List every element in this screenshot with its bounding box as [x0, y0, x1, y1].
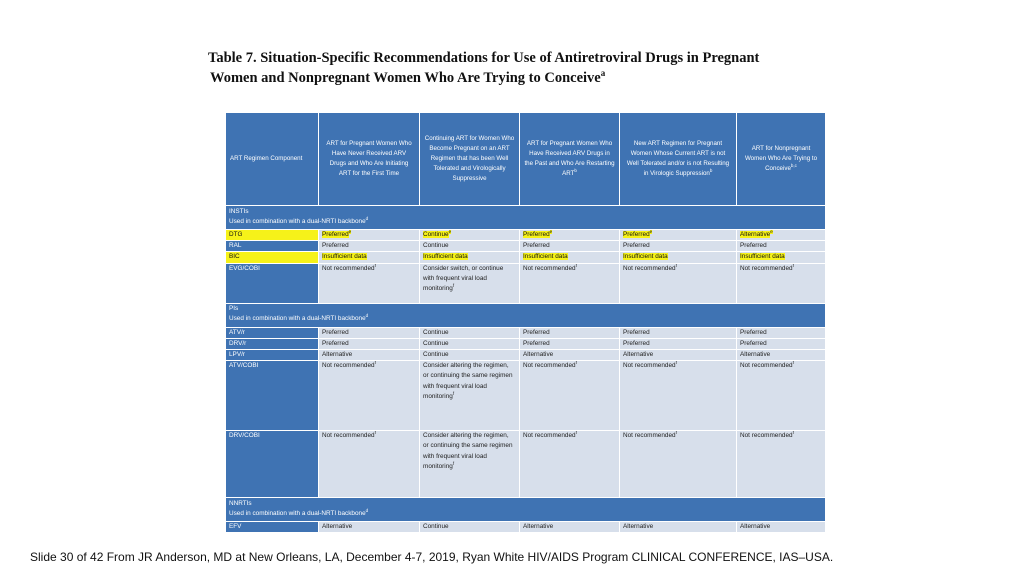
- recommendation-cell: [420, 350, 520, 361]
- recommendation-cell: [737, 252, 826, 263]
- regimen-cell: DTG: [226, 230, 319, 241]
- recommendation-cell: [620, 241, 737, 252]
- recommendation-text: Not recommended: [623, 432, 676, 440]
- table-row: [226, 350, 826, 361]
- table-row: [226, 327, 826, 338]
- recommendation-cell: Preferred$^e$: [520, 230, 620, 241]
- recommendation-cell: [420, 241, 520, 252]
- group-subtitle: Used in combination with a dual-NRTI backbone: [229, 510, 366, 518]
- recommendation-cell: Not recommended$^f$: [737, 431, 826, 498]
- recommendation-text: Insufficient data: [423, 253, 468, 261]
- recommendation-text: Insufficient data: [322, 253, 367, 261]
- recommendation-text: Alternative: [523, 351, 554, 359]
- header-continuing-art: Continuing ART for Women Who Become Pregnant on an ART Regimen that has been Well Tolerated and Virologically Suppressive: [420, 113, 520, 206]
- recommendation-cell: Not recommended$^f$: [319, 361, 420, 431]
- recommendation-cell: Continue$^e$: [420, 230, 520, 241]
- recommendation-cell: Not recommended$^f$: [737, 263, 826, 303]
- recommendation-cell: Consider altering the regimen, or continuing the same regimen with frequent viral load monitoring$^f$: [420, 361, 520, 431]
- recommendation-cell: [319, 241, 420, 252]
- recommendation-cell: Preferred$^e$: [319, 230, 420, 241]
- regimen-cell: EFV: [226, 522, 319, 533]
- recommendation-text: Continue: [423, 523, 449, 531]
- table-row: [226, 361, 826, 431]
- recommendation-text: Preferred: [523, 242, 550, 250]
- header-naive-pregnant: ART for Pregnant Women Who Have Never Received ARV Drugs and Who Are Initiating ART for the First Time: [319, 113, 420, 206]
- recommendation-text: Alternative: [322, 351, 353, 359]
- header-trying-to-conceive: ART for Nonpregnant Women Who Are Trying to Conceive$^{b,c}$: [737, 113, 826, 206]
- table-row: [226, 338, 826, 349]
- regimen-cell: LPV/r: [226, 350, 319, 361]
- recommendation-text: Consider altering the regimen, or continuing the same regimen with frequent viral load monitoring: [423, 362, 513, 400]
- group-subtitle: Used in combination with a dual-NRTI backbone: [229, 217, 366, 225]
- recommendation-text: Preferred: [322, 339, 349, 347]
- recommendation-cell: Preferred$^e$: [620, 230, 737, 241]
- group-header-row: PIs Used in combination with a dual-NRTI backbone$^d$: [226, 303, 826, 327]
- recommendation-text: Preferred: [523, 231, 550, 238]
- recommendation-text: Not recommended: [322, 362, 375, 370]
- recommendation-text: Preferred: [322, 242, 349, 250]
- recommendation-cell: [420, 522, 520, 533]
- recommendation-cell: Not recommended$^f$: [620, 431, 737, 498]
- regimen-cell: DRV/r: [226, 338, 319, 349]
- recommendation-cell: Not recommended$^f$: [737, 361, 826, 431]
- table-row: [226, 230, 826, 241]
- recommendation-text: Not recommended: [740, 432, 793, 440]
- recommendation-text: Preferred: [623, 328, 650, 336]
- recommendation-text: Continue: [423, 351, 449, 359]
- recommendation-text: Alternative: [523, 523, 554, 531]
- recommendation-text: Alternative: [623, 523, 654, 531]
- recommendation-text: Not recommended: [322, 264, 375, 272]
- recommendation-cell: Not recommended$^f$: [319, 263, 420, 303]
- recommendation-text: Not recommended: [523, 264, 576, 272]
- recommendation-cell: [319, 327, 420, 338]
- recommendation-text: Not recommended: [523, 362, 576, 370]
- header-regimen-component: ART Regimen Component: [226, 113, 319, 206]
- recommendation-cell: Not recommended$^f$: [319, 431, 420, 498]
- group-title: INSTIs: [229, 207, 249, 215]
- title-superscript: a: [600, 68, 606, 79]
- recommendation-text: Preferred: [322, 231, 349, 238]
- table-row: [226, 252, 826, 263]
- regimen-cell: ATV/COBI: [226, 361, 319, 431]
- recommendation-cell: [620, 522, 737, 533]
- recommendation-text: Not recommended: [623, 264, 676, 272]
- recommendation-cell: [520, 522, 620, 533]
- regimen-cell: DRV/COBI: [226, 431, 319, 498]
- regimen-cell: RAL: [226, 241, 319, 252]
- recommendation-cell: [737, 338, 826, 349]
- recommendation-cell: [520, 350, 620, 361]
- recommendation-cell: Not recommended$^f$: [520, 431, 620, 498]
- recommendation-text: Preferred: [623, 231, 650, 238]
- recommendation-text: Preferred: [740, 339, 767, 347]
- recommendation-cell: [420, 252, 520, 263]
- recommendation-text: Alternative: [740, 523, 771, 531]
- recommendation-cell: [319, 522, 420, 533]
- header-new-regimen: New ART Regimen for Pregnant Women Whose Current ART is not Well Tolerated and/or is not Resulting in Virologic Suppression$^b$: [620, 113, 737, 206]
- recommendation-text: Alternative: [322, 523, 353, 531]
- slide-title: [208, 48, 828, 88]
- recommendation-cell: [620, 350, 737, 361]
- recommendation-cell: Not recommended$^f$: [620, 263, 737, 303]
- recommendation-text: Preferred: [623, 339, 650, 347]
- recommendation-cell: Consider switch, or continue with frequent viral load monitoring$^f$: [420, 263, 520, 303]
- recommendation-text: Preferred: [523, 328, 550, 336]
- recommendation-text: Alternative: [623, 351, 654, 359]
- recommendation-text: Not recommended: [322, 432, 375, 440]
- title-line-1: Table 7. Situation-Specific Recommendations for Use of Antiretroviral Drugs in Pregnant: [208, 50, 760, 66]
- recommendation-text: Preferred: [623, 242, 650, 250]
- recommendation-cell: Alternative$^e$: [737, 230, 826, 241]
- recommendation-cell: [520, 327, 620, 338]
- recommendation-text: Alternative: [740, 351, 771, 359]
- recommendation-cell: Consider altering the regimen, or continuing the same regimen with frequent viral load monitoring$^f$: [420, 431, 520, 498]
- recommendation-cell: Not recommended$^f$: [620, 361, 737, 431]
- recommendation-text: Preferred: [740, 328, 767, 336]
- recommendation-cell: [520, 241, 620, 252]
- table-header-row: [226, 113, 826, 206]
- recommendation-text: Continue: [423, 242, 449, 250]
- recommendation-text: Not recommended: [523, 432, 576, 440]
- recommendation-text: Preferred: [523, 339, 550, 347]
- recommendations-table: [225, 112, 826, 533]
- table-row: [226, 263, 826, 303]
- recommendation-cell: [620, 338, 737, 349]
- table-row: [226, 241, 826, 252]
- regimen-cell: BIC: [226, 252, 319, 263]
- recommendation-cell: [520, 252, 620, 263]
- regimen-cell: EVG/COBI: [226, 263, 319, 303]
- recommendation-text: Not recommended: [740, 264, 793, 272]
- table-row: [226, 431, 826, 498]
- recommendation-text: Continue: [423, 328, 449, 336]
- recommendation-cell: [420, 338, 520, 349]
- recommendation-text: Preferred: [740, 242, 767, 250]
- recommendation-cell: [319, 252, 420, 263]
- recommendation-text: Consider switch, or continue with frequent viral load monitoring: [423, 264, 504, 293]
- table-row: [226, 522, 826, 533]
- recommendation-cell: [737, 522, 826, 533]
- recommendation-cell: [420, 327, 520, 338]
- recommendation-text: Continue: [423, 231, 449, 238]
- recommendation-text: Preferred: [322, 328, 349, 336]
- recommendation-cell: [319, 350, 420, 361]
- recommendation-cell: [737, 327, 826, 338]
- group-header-row: NNRTIs Used in combination with a dual-NRTI backbone$^d$: [226, 498, 826, 522]
- recommendation-text: Insufficient data: [740, 253, 785, 261]
- slide-footer: Slide 30 of 42 From JR Anderson, MD at New Orleans, LA, December 4-7, 2019, Ryan White HIV/AIDS Program CLINICAL CONFERENCE, IAS–USA.: [30, 550, 834, 564]
- recommendation-text: Consider altering the regimen, or continuing the same regimen with frequent viral load monitoring: [423, 432, 513, 470]
- group-header-row: INSTIs Used in combination with a dual-NRTI backbone$^d$: [226, 206, 826, 230]
- recommendation-cell: [737, 241, 826, 252]
- recommendation-cell: [737, 350, 826, 361]
- recommendation-cell: [620, 327, 737, 338]
- recommendation-cell: Not recommended$^f$: [520, 361, 620, 431]
- group-title: NNRTIs: [229, 499, 252, 507]
- recommendation-cell: [319, 338, 420, 349]
- recommendation-cell: [620, 252, 737, 263]
- recommendation-text: Not recommended: [623, 362, 676, 370]
- recommendation-cell: [520, 338, 620, 349]
- recommendation-text: Continue: [423, 339, 449, 347]
- recommendation-text: Insufficient data: [623, 253, 668, 261]
- group-title: PIs: [229, 305, 239, 313]
- recommendation-text: Insufficient data: [523, 253, 568, 261]
- regimen-cell: ATV/r: [226, 327, 319, 338]
- title-line-2: Women and Nonpregnant Women Who Are Trying to Conceive: [210, 70, 601, 86]
- recommendation-text: Alternative: [740, 231, 771, 238]
- group-subtitle: Used in combination with a dual-NRTI backbone: [229, 315, 366, 323]
- recommendation-cell: Not recommended$^f$: [520, 263, 620, 303]
- header-restarting-art: ART for Pregnant Women Who Have Received ARV Drugs in the Past and Who Are Restarting ART$^b$: [520, 113, 620, 206]
- recommendation-text: Not recommended: [740, 362, 793, 370]
